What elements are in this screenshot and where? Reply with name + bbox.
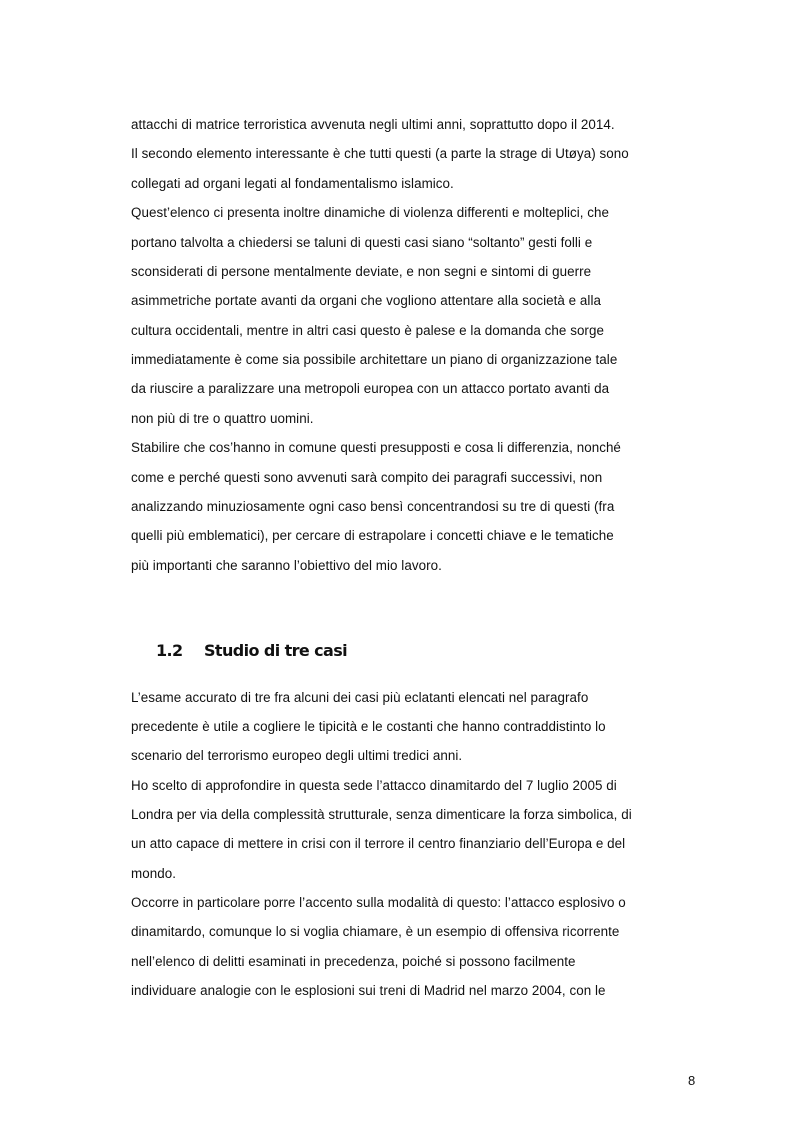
text-line: Occorre in particolare porre l’accento sulla modalità di questo: l’attacco esplosivo o: [131, 895, 626, 910]
text-line: L’esame accurato di tre fra alcuni dei casi più eclatanti elencati nel paragrafo: [131, 690, 589, 705]
text-line: precedente è utile a cogliere le tipicità e le costanti che hanno contraddistinto lo: [131, 719, 606, 734]
text-line: più importanti che saranno l’obiettivo del mio lavoro.: [131, 558, 442, 573]
text-line: individuare analogie con le esplosioni sui treni di Madrid nel marzo 2004, con le: [131, 983, 606, 998]
text-line: Quest’elenco ci presenta inoltre dinamiche di violenza differenti e molteplici, che: [131, 205, 610, 220]
page-number: 8: [688, 1073, 696, 1088]
text-line: cultura occidentali, mentre in altri casi questo è palese e la domanda che sorge: [131, 323, 604, 338]
text-line: non più di tre o quattro uomini.: [131, 411, 314, 426]
text-line: sconsiderati di persone mentalmente deviate, e non segni e sintomi di guerre: [131, 264, 592, 279]
text-line: portano talvolta a chiedersi se taluni di questi casi siano “soltanto” gesti folli e: [131, 235, 593, 250]
text-line: da riuscire a paralizzare una metropoli europea con un attacco portato avanti da: [131, 381, 610, 396]
text-line: Il secondo elemento interessante è che tutti questi (a parte la strage di Utøya) sono: [131, 146, 629, 161]
text-line: Londra per via della complessità strutturale, senza dimenticare la forza simbolica, di: [131, 807, 632, 822]
text-line: mondo.: [131, 866, 176, 881]
text-line: immediatamente è come sia possibile architettare un piano di organizzazione tale: [131, 352, 618, 367]
text-line: asimmetriche portate avanti da organi che vogliono attentare alla società e alla: [131, 293, 601, 308]
text-line: nell’elenco di delitti esaminati in precedenza, poiché si possono facilmente: [131, 954, 576, 969]
section-title: Studio di tre casi: [204, 641, 348, 660]
text-line: scenario del terrorismo europeo degli ultimi tredici anni.: [131, 748, 463, 763]
text-line: Stabilire che cos’hanno in comune questi presupposti e cosa li differenzia, nonché: [131, 440, 621, 455]
text-line: quelli più emblematici), per cercare di estrapolare i concetti chiave e le tematiche: [131, 528, 614, 543]
text-line: Ho scelto di approfondire in questa sede l’attacco dinamitardo del 7 luglio 2005 di: [131, 778, 617, 793]
text-line: un atto capace di mettere in crisi con il terrore il centro finanziario dell’Europa e del: [131, 836, 626, 851]
text-line: attacchi di matrice terroristica avvenuta negli ultimi anni, soprattutto dopo il 2014.: [131, 117, 615, 132]
text-line: collegati ad organi legati al fondamentalismo islamico.: [131, 176, 454, 191]
text-line: dinamitardo, comunque lo si voglia chiamare, è un esempio di offensiva ricorrente: [131, 924, 620, 939]
text-line: come e perché questi sono avvenuti sarà compito dei paragrafi successivi, non: [131, 470, 603, 485]
section-number: 1.2: [156, 641, 183, 660]
text-line: analizzando minuziosamente ogni caso bensì concentrandosi su tre di questi (fra: [131, 499, 615, 514]
